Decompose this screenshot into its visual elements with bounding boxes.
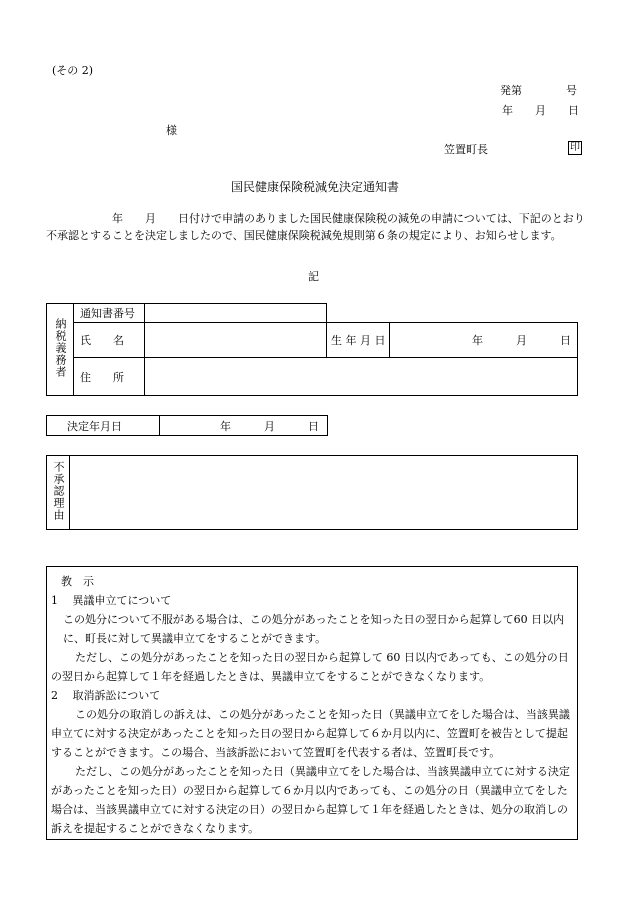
instructions-item-1-text: この処分について不服がある場合は、この処分があったことを知った日の翌日から起算して60 日以内に、町長に対して異議申立てをすることができます。 — [63, 613, 565, 645]
address-label: 住 所 — [74, 358, 145, 396]
taxpayer-group-label: 納税義務者 — [54, 318, 67, 378]
ki-label: 記 — [308, 270, 319, 283]
instructions-item-2-text: この処分の取消しの訴えは、この処分があったことを知った日（異議申立てをした場合は、当該異議申立てに対する決定があったことを知った日の翌日から起算して６か月以内に、笠置町を被告として提起することができます。この場合、当該訴訟において笠置町を代表する者は、笠置町長です。 — [51, 708, 570, 759]
issue-number: 発第 号 — [500, 84, 577, 97]
seal-mark — [568, 140, 582, 155]
decision-date-label: 決定年月日 — [47, 416, 160, 436]
reason-label: 不承認理由 — [52, 461, 65, 521]
body-text: 年 月 日付けで申請のありました国民健康保険税の減免の申請については、下記のとおり不承認とすることを決定しましたので、国民健康保険税減免規則第６条の規定により、お知らせします。 — [46, 212, 585, 242]
notice-number-label: 通知書番号 — [74, 304, 145, 323]
instructions-item-2-proviso: ただし、この処分があったことを知った日（異議申立てをした場合は、当該異議申立てに対する決定があったことを知った日）の翌日から起算して６か月以内であっても、この処分の日（異議申立てをした場合は、当該異議申立てに対する決定の日）の翌日から起算して１年を経過したときは、処分の取消しの訴えを提起することができなくなります。 — [51, 765, 570, 835]
name-label: 氏 名 — [74, 323, 145, 358]
issue-date: 年 月 日 — [502, 104, 579, 117]
birth-date-field[interactable]: 年 月 日 — [390, 323, 578, 358]
reason-field[interactable] — [70, 456, 578, 530]
birth-date-label: 生 年 月 日 — [327, 323, 390, 358]
reason-table — [46, 455, 578, 530]
instructions-item-2-heading: 2 取消訴訟について — [51, 689, 161, 702]
document-title: 国民健康保険税減免決定通知書 — [230, 180, 399, 194]
sender-name: 笠置町長 — [444, 143, 488, 156]
instructions-item-1-proviso: ただし、この処分があったことを知った日の翌日から起算して 60 日以内であっても、この処分の日の翌日から起算して１年を経過したときは、異議申立てをすることができなくなります。 — [51, 651, 569, 683]
notice-number-field[interactable] — [145, 304, 327, 323]
instructions-heading: 教 示 — [61, 575, 94, 588]
instructions-item-1-heading: 1 異議申立てについて — [51, 594, 172, 607]
decision-date-field[interactable]: 年 月 日 — [160, 416, 328, 436]
reason-label-cell — [47, 456, 70, 530]
name-field[interactable] — [145, 323, 327, 358]
taxpayer-table — [46, 303, 578, 396]
seal-label: 印 — [570, 142, 580, 153]
taxpayer-group-cell — [47, 304, 74, 396]
instructions-box — [46, 566, 578, 840]
address-field[interactable] — [145, 358, 578, 396]
form-label: (その 2) — [52, 64, 94, 77]
addressee-suffix: 様 — [166, 124, 177, 137]
blank-cell — [327, 304, 578, 323]
decision-date-table — [46, 415, 328, 436]
